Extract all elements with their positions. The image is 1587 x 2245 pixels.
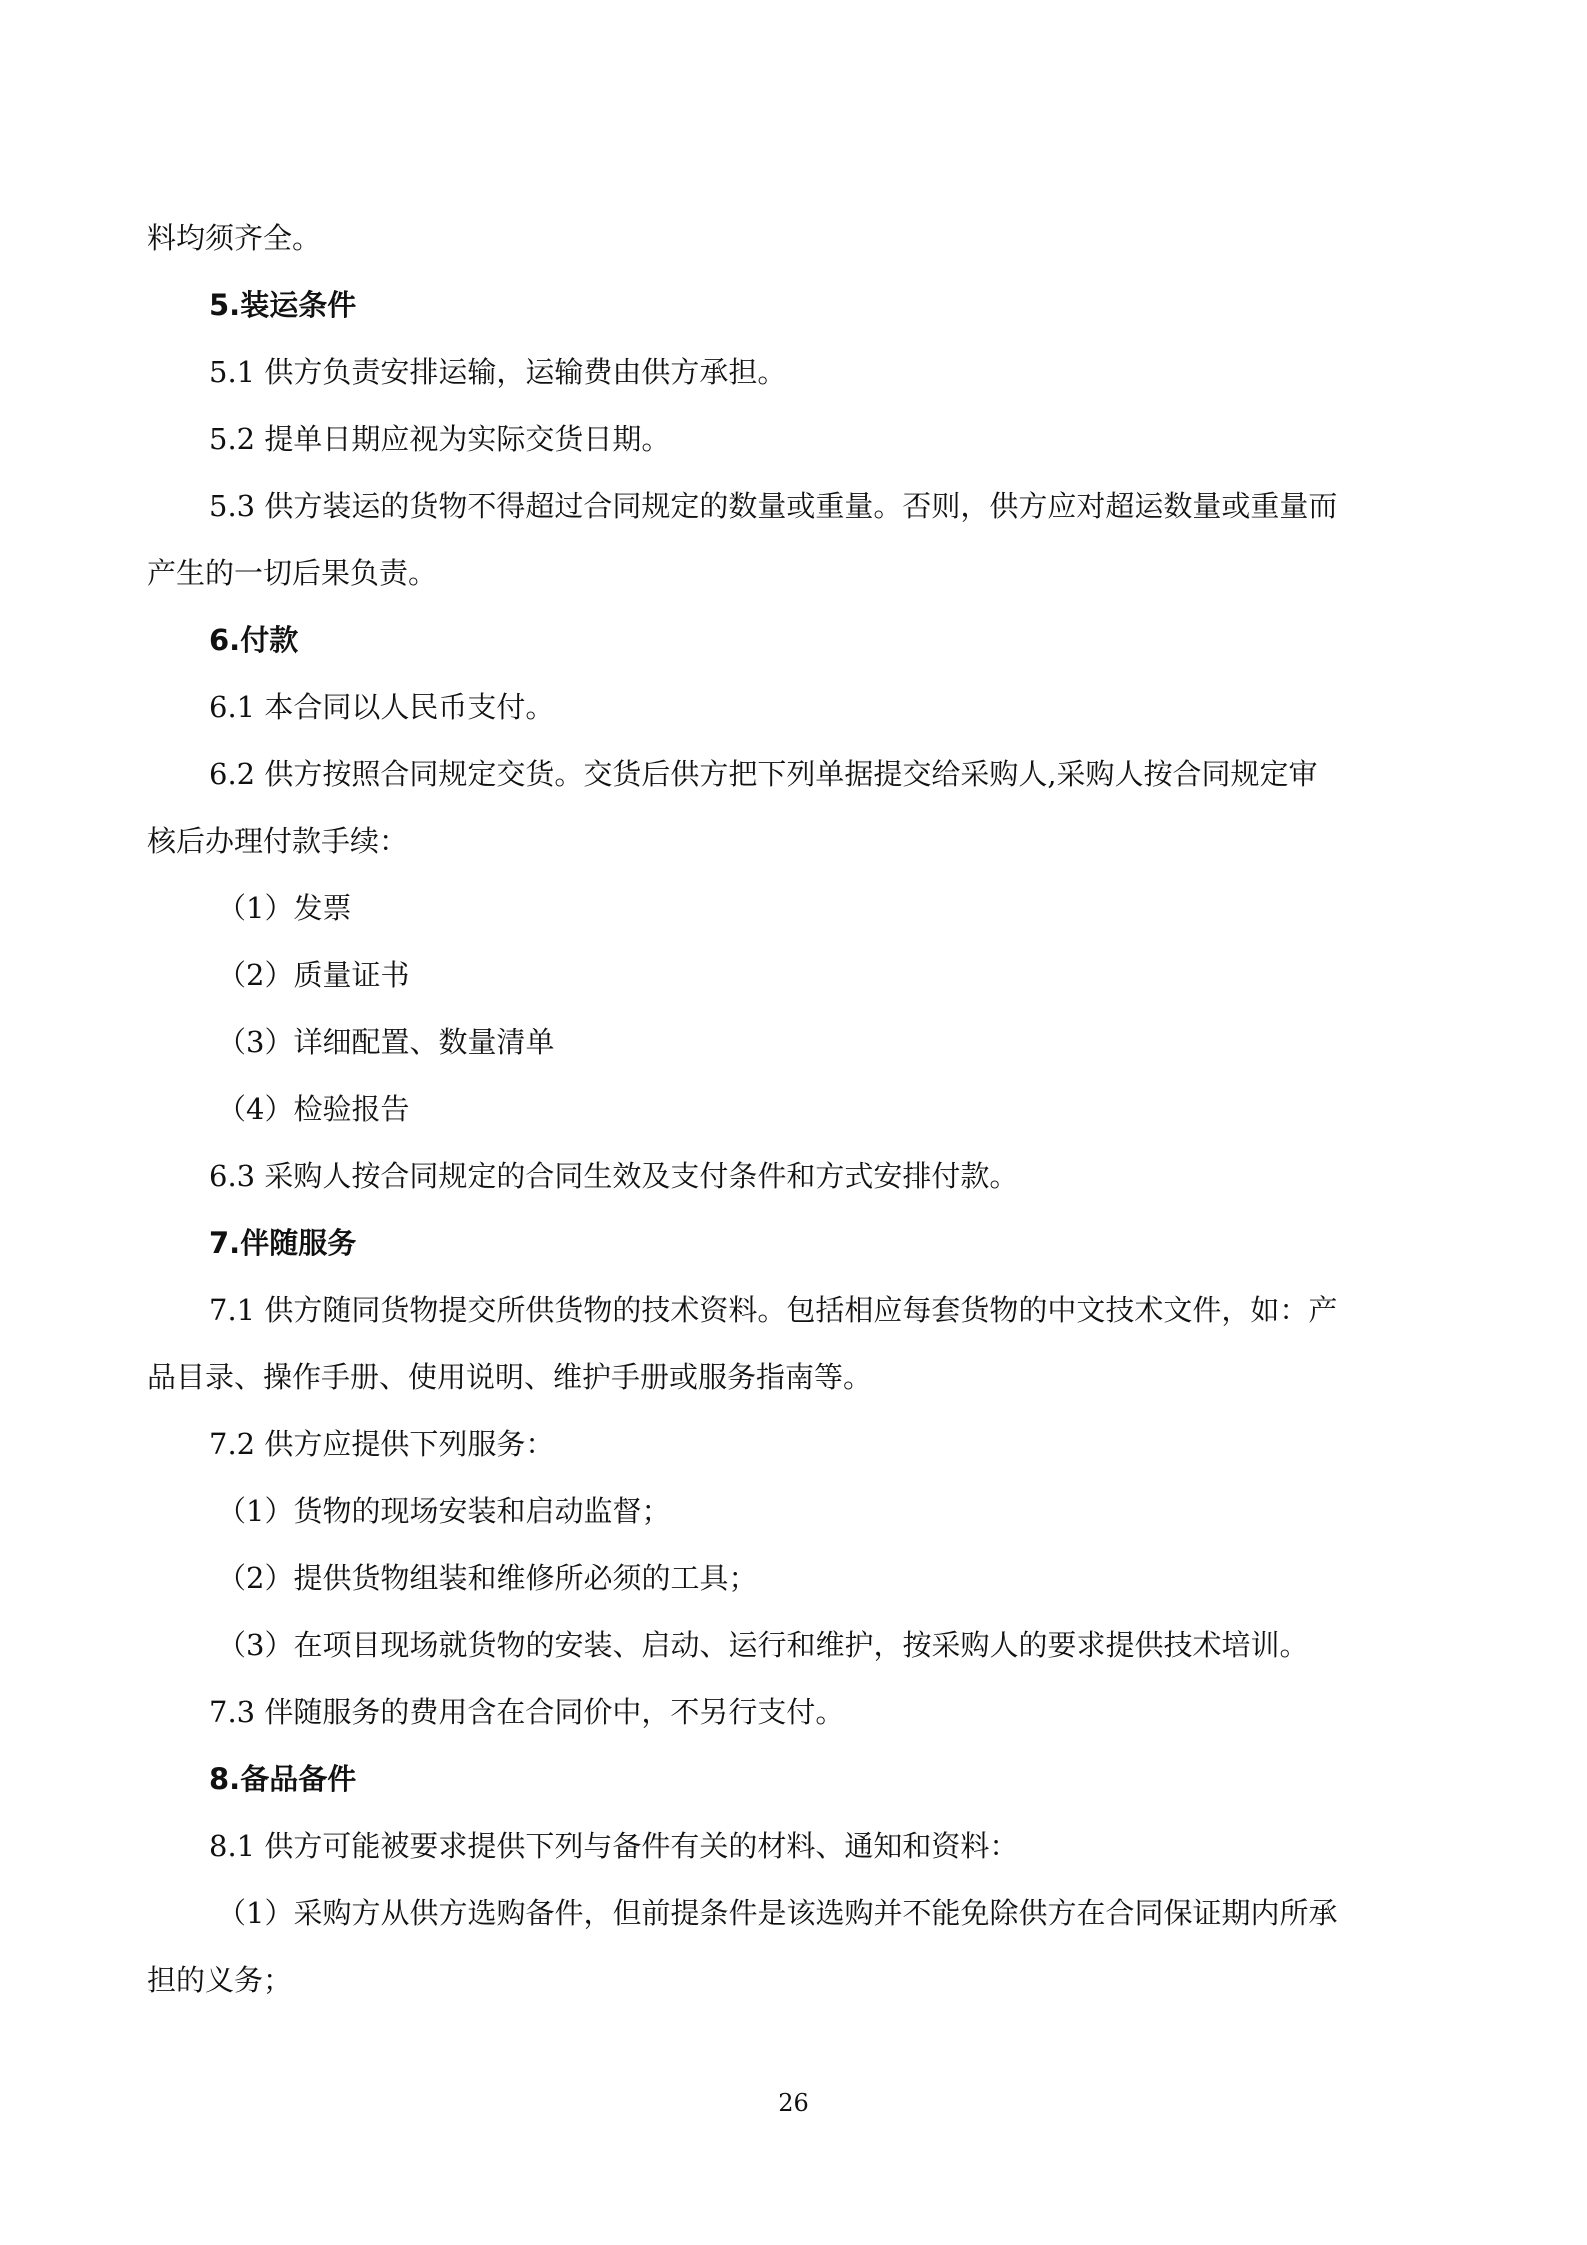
document-body: [147, 205, 1447, 2014]
paragraph-continuation: 料均须齐全。: [147, 221, 322, 255]
clause-7-1: 7.1 供方随同货物提交所供货物的技术资料。包括相应每套货物的中文技术文件，如：产: [209, 1293, 1338, 1327]
clause-6-1: 6.1 本合同以人民币支付。: [209, 690, 555, 724]
clause-8-1: 8.1 供方可能被要求提供下列与备件有关的材料、通知和资料：: [209, 1829, 1019, 1863]
list-item-inspection-report: （4）检验报告: [217, 1092, 410, 1126]
clause-5-2: 5.2 提单日期应视为实际交货日期。: [209, 422, 671, 456]
clause-6-3: 6.3 采购人按合同规定的合同生效及支付条件和方式安排付款。: [209, 1159, 1019, 1193]
section-heading-shipping: 5.装运条件: [209, 288, 357, 322]
section-heading-spare-parts: 8.备品备件: [209, 1762, 357, 1796]
list-item-spare-parts-purchase: （1）采购方从供方选购备件，但前提条件是该选购并不能免除供方在合同保证期内所承: [217, 1896, 1338, 1930]
list-item-spare-parts-continuation: 担的义务；: [147, 1963, 293, 1997]
section-heading-payment: 6.付款: [209, 623, 299, 657]
clause-7-2: 7.2 供方应提供下列服务：: [209, 1427, 555, 1461]
list-item-training: （3）在项目现场就货物的安装、启动、运行和维护，按采购人的要求提供技术培训。: [217, 1628, 1309, 1662]
clause-7-3: 7.3 伴随服务的费用含在合同价中，不另行支付。: [209, 1695, 845, 1729]
clause-6-2: 6.2 供方按照合同规定交货。交货后供方把下列单据提交给采购人,采购人按合同规定审: [209, 757, 1318, 791]
list-item-tools: （2）提供货物组装和维修所必须的工具；: [217, 1561, 758, 1595]
page-number: 26: [778, 2089, 809, 2117]
list-item-quality-certificate: （2）质量证书: [217, 958, 410, 992]
clause-5-1: 5.1 供方负责安排运输，运输费由供方承担。: [209, 355, 787, 389]
section-heading-services: 7.伴随服务: [209, 1226, 357, 1260]
list-item-installation-supervision: （1）货物的现场安装和启动监督；: [217, 1494, 671, 1528]
clause-6-2-continuation: 核后办理付款手续：: [147, 824, 409, 858]
list-item-invoice: （1）发票: [217, 891, 352, 925]
clause-5-3-continuation: 产生的一切后果负责。: [147, 556, 438, 590]
list-item-configuration-list: （3）详细配置、数量清单: [217, 1025, 555, 1059]
clause-7-1-continuation: 品目录、操作手册、使用说明、维护手册或服务指南等。: [147, 1360, 873, 1394]
clause-5-3: 5.3 供方装运的货物不得超过合同规定的数量或重量。否则，供方应对超运数量或重量而: [209, 489, 1338, 523]
